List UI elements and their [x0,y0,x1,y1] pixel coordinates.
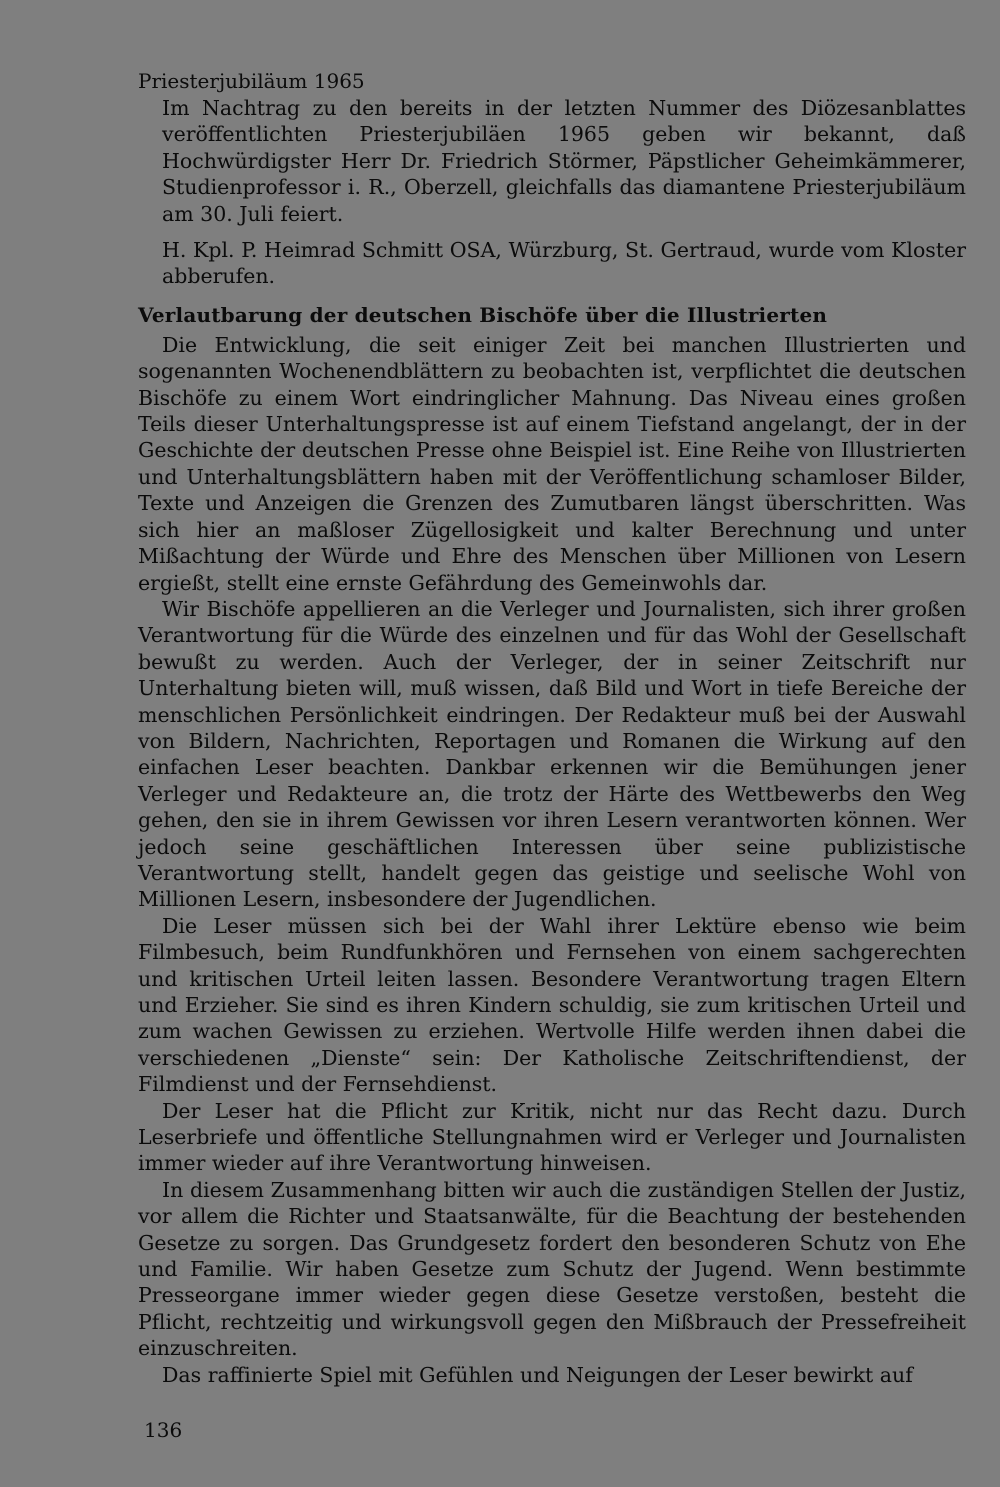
section-heading-priesterjubilaeum: Priesterjubiläum 1965 [138,69,365,93]
page-number: 136 [144,1418,183,1442]
paragraph-1: Die Entwicklung, die seit einiger Zeit bei manchen Illustrierten und sogenannten Wochenendblättern zu beobachten ist, verpflichtet die deutschen Bischöfe zu einem Wort eindringlicher Mahnung. Das Niveau eines großen Teils dieser Unterhaltungspresse ist auf einem Tiefstand angelangt, der in der Geschichte der deutschen Presse ohne Beispiel ist. Eine Reihe von Illustrierten und Unterhaltungsblättern haben mit der Veröffentlichung schamloser Bilder, Texte und Anzeigen die Grenzen des Zumutbaren längst überschritten. Was sich hier an maßloser Zügellosigkeit und kalter Berechnung und unter Mißachtung der Würde und Ehre des Menschen über Millionen von Lesern ergießt, stellt eine ernste Gefährdung des Gemeinwohls dar. [138,332,966,595]
paragraph-3: Die Leser müssen sich bei der Wahl ihrer Lektüre ebenso wie beim Filmbesuch, beim Rundfunkhören und Fernsehen von einem sachgerechten und kritischen Urteil leiten lassen. Besondere Verantwortung tragen Eltern und Erzieher. Sie sind es ihren Kindern schuldig, sie zum kritischen Urteil und zum wachen Gewissen zu erziehen. Wertvolle Hilfe werden ihnen dabei die verschiedenen „Dienste“ sein: Der Katholische Zeitschriftendienst, der Filmdienst und der Fernsehdienst. [138,913,966,1097]
paragraph-6: Das raffinierte Spiel mit Gefühlen und Neigungen der Leser bewirkt auf [162,1362,913,1387]
section-heading-verlautbarung: Verlautbarung der deutschen Bischöfe über die Illustrierten [138,302,828,327]
page-body [138,68,966,1388]
paragraph-jubilee-announcement: Im Nachtrag zu den bereits in der letzten Nummer des Diözesanblattes veröffentlichten Priesterjubiläen 1965 geben wir bekannt, daß Hochwürdigster Herr Dr. Friedrich Störmer, Päpstlicher Geheimkämmerer, Studienprofessor i. R., Oberzell, gleichfalls das diamantene Priesterjubiläum am 30. Juli feiert. [162,96,966,226]
paragraph-personnel-note: H. Kpl. P. Heimrad Schmitt OSA, Würzburg, St. Gertraud, wurde vom Kloster abberufen. [162,238,966,289]
paragraph-4: Der Leser hat die Pflicht zur Kritik, nicht nur das Recht dazu. Durch Leserbriefe und öffentliche Stellungnahmen wird er Verleger und Journalisten immer wieder auf ihre Verantwortung hinweisen. [138,1098,966,1176]
paragraph-2: Wir Bischöfe appellieren an die Verleger und Journalisten, sich ihrer großen Verantwortung für die Würde des einzelnen und für das Wohl der Gesellschaft bewußt zu werden. Auch der Verleger, der in seiner Zeitschrift nur Unterhaltung bieten will, muß wissen, daß Bild und Wort in tiefe Bereiche der menschlichen Persönlichkeit eindringen. Der Redakteur muß bei der Auswahl von Bildern, Nachrichten, Reportagen und Romanen die Wirkung auf den einfachen Leser beachten. Dankbar erkennen wir die Bemühungen jener Verleger und Redakteure an, die trotz der Härte des Wettbewerbs den Weg gehen, den sie in ihrem Gewissen vor ihren Lesern verantworten können. Wer jedoch seine geschäftlichen Interessen über seine publizistische Verantwortung stellt, handelt gegen das geistige und seelische Wohl von Millionen Lesern, insbesondere der Jugendlichen. [138,596,966,912]
paragraph-5: In diesem Zusammenhang bitten wir auch die zuständigen Stellen der Justiz, vor allem die Richter und Staatsanwälte, für die Beachtung der bestehenden Gesetze zu sorgen. Das Grundgesetz fordert den besonderen Schutz von Ehe und Familie. Wir haben Gesetze zum Schutz der Jugend. Wenn bestimmte Presseorgane immer wieder gegen diese Gesetze verstoßen, besteht die Pflicht, rechtzeitig und wirkungsvoll gegen den Mißbrauch der Pressefreiheit einzuschreiten. [138,1177,966,1361]
